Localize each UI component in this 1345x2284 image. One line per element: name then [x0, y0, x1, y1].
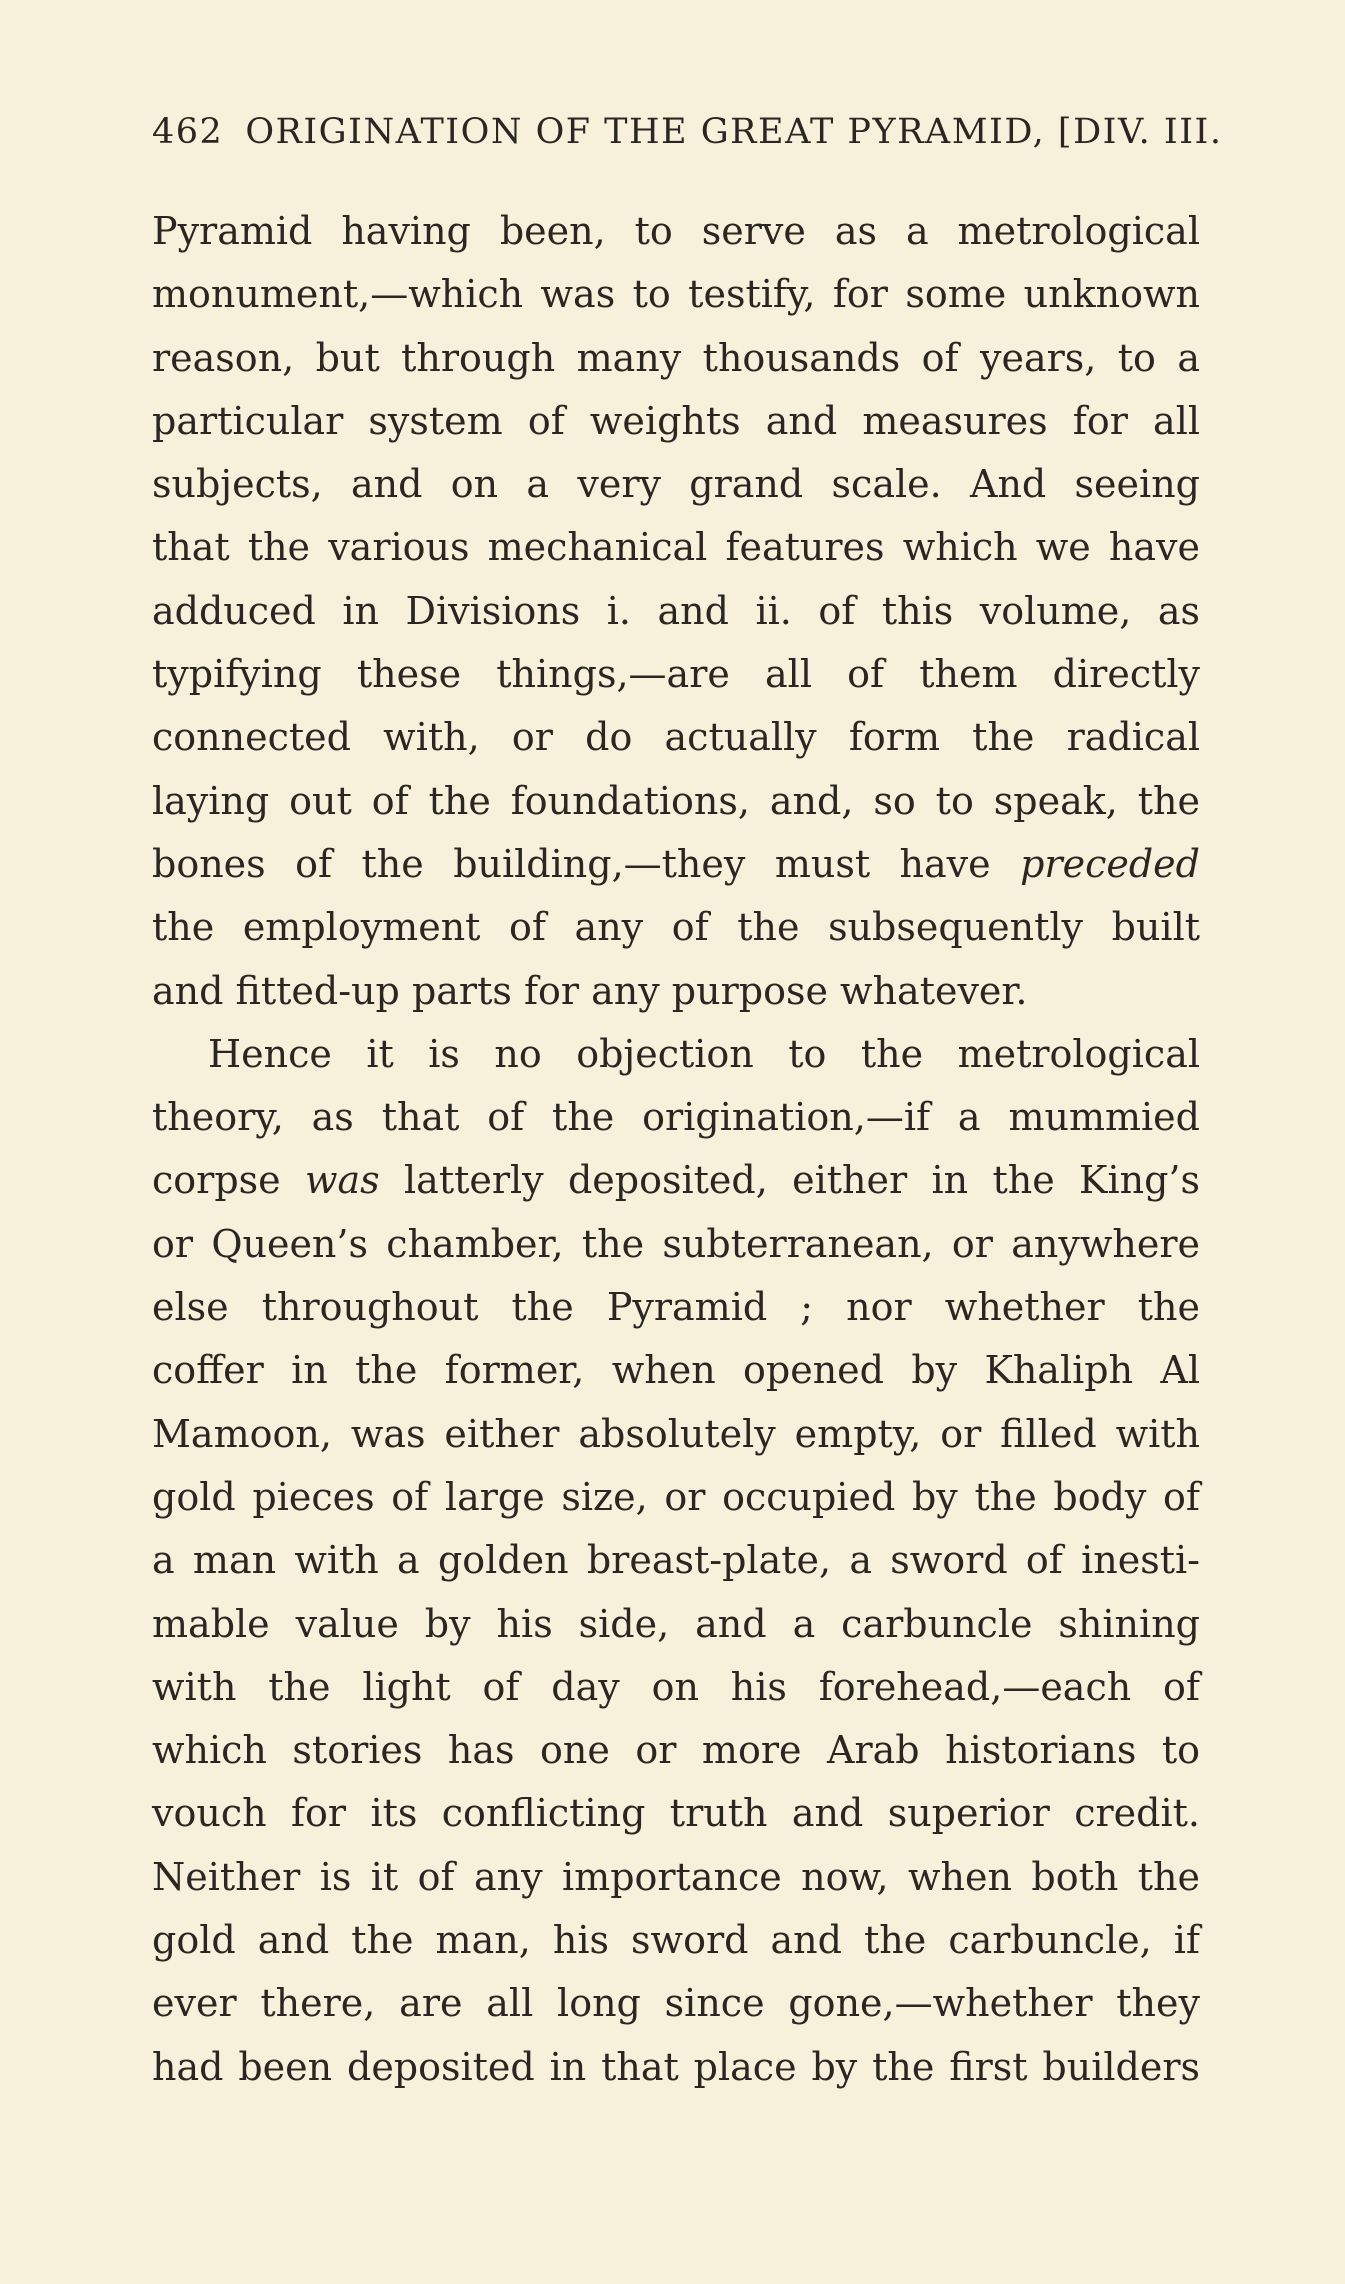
text-line: reason, but through many thousands of years, to a: [152, 335, 1200, 380]
text-line: gold and the man, his sword and the carbuncle, if: [152, 1918, 1200, 1963]
text-line: with the light of day on his forehead,—each of: [152, 1664, 1200, 1709]
text-line: theory, as that of the origination,—if a mummied: [152, 1095, 1200, 1140]
text-line: and fitted-up parts for any purpose whatever.: [152, 968, 1028, 1013]
text-line: Neither is it of any importance now, when both the: [152, 1854, 1200, 1899]
text-segment: bones of the building,—they must have: [152, 841, 991, 886]
text-line: ever there, are all long since gone,—whether they: [152, 1981, 1200, 2026]
text-line: connected with, or do actually form the radical: [152, 715, 1200, 760]
text-segment: latterly deposited, either in the King’s: [404, 1158, 1200, 1203]
italic-word: preceded: [1020, 841, 1200, 886]
running-title: ORIGINATION OF THE GREAT PYRAMID, [DIV. III.: [245, 112, 1223, 152]
text-line: typifying these things,—are all of them directly: [152, 652, 1200, 697]
text-line: or Queen’s chamber, the subterranean, or anywhere: [152, 1221, 1200, 1266]
text-line: particular system of weights and measures for all: [152, 398, 1200, 443]
text-segment: corpse: [152, 1158, 281, 1203]
running-header: [152, 112, 1223, 152]
text-line: vouch for its conflicting truth and superior credit.: [152, 1791, 1200, 1836]
text-line: laying out of the foundations, and, so to speak, the: [152, 778, 1200, 823]
body-text: [152, 200, 1200, 2099]
text-line: a man with a golden breast-plate, a sword of inesti-: [152, 1538, 1200, 1583]
text-line: Mamoon, was either absolutely empty, or filled with: [152, 1411, 1200, 1456]
text-line: gold pieces of large size, or occupied by the body of: [152, 1474, 1200, 1519]
text-line-with-italic: [152, 1149, 1200, 1212]
text-line: which stories has one or more Arab historians to: [152, 1728, 1200, 1773]
text-line: mable value by his side, and a carbuncle shining: [152, 1601, 1200, 1646]
text-line: coffer in the former, when opened by Khaliph Al: [152, 1348, 1200, 1393]
italic-word: was: [304, 1158, 380, 1203]
text-line: the employment of any of the subsequently built: [152, 905, 1200, 950]
text-line: Pyramid having been, to serve as a metrological: [152, 209, 1200, 253]
text-line: subjects, and on a very grand scale. And seeing: [152, 462, 1200, 507]
paragraph-first-line: Hence it is no objection to the metrological: [208, 1031, 1200, 1076]
text-line: else throughout the Pyramid ; nor whether the: [152, 1285, 1200, 1330]
text-line: monument,—which was to testify, for some unknown: [152, 272, 1200, 317]
page-number: 462: [152, 112, 224, 152]
text-line: adduced in Divisions i. and ii. of this volume, as: [152, 588, 1200, 633]
text-line: had been deposited in that place by the first builders: [152, 2044, 1200, 2089]
text-line: that the various mechanical features which we have: [152, 525, 1200, 570]
text-line-with-italic: [152, 833, 1200, 896]
